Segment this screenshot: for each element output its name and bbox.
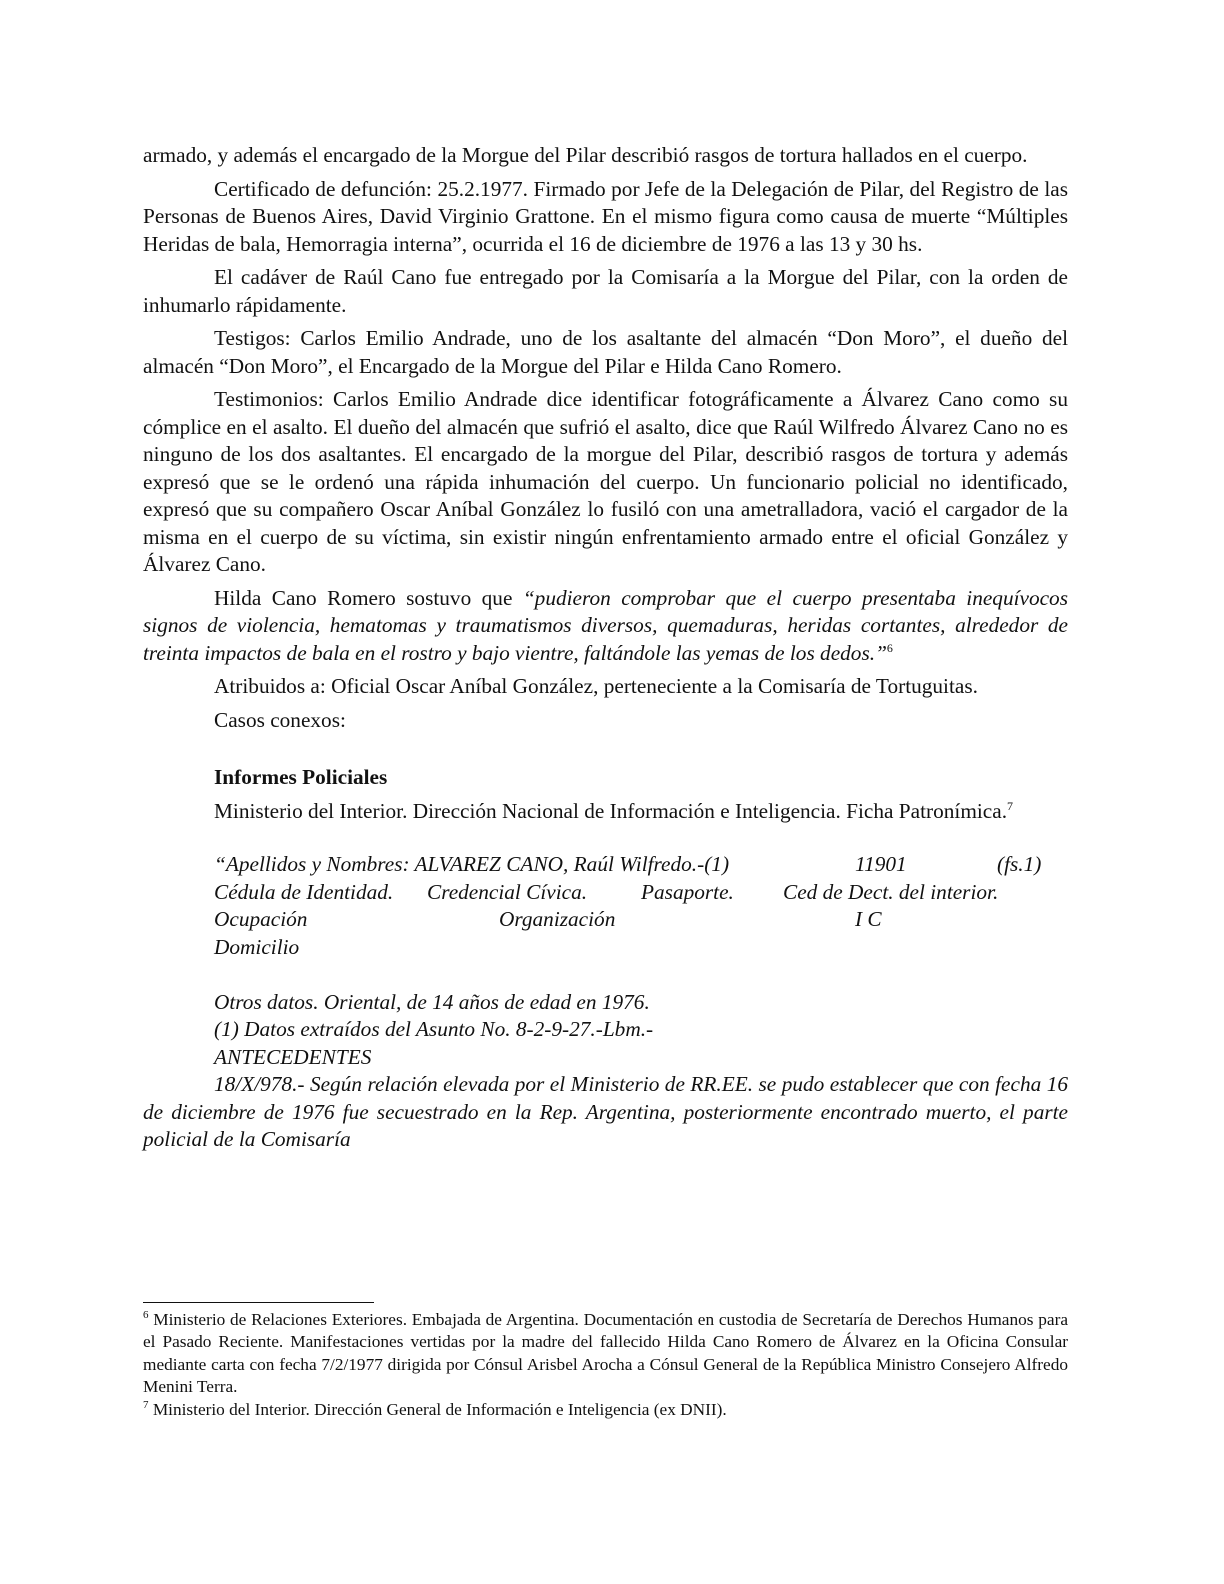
ficha-cedula: Cédula de Identidad. — [214, 879, 394, 904]
ficha-names: “Apellidos y Nombres: ALVAREZ CANO, Raúl Wilfredo.-(1) — [214, 852, 730, 876]
ficha-pasaporte: Pasaporte. — [641, 879, 734, 904]
paragraph-testimonies: Testimonios: Carlos Emilio Andrade dice identificar fotográficamente a Álvarez Cano como su cómplice en el asalto. El dueño del almacén que sufrió el asalto, dice que Raúl Wilfredo Álvarez Cano no es ninguno de los dos asaltantes. El encargado de la morgue del Pilar, describió rasgos de tortura y además expresó que se le ordenó una rápida inhumación del cuerpo. Un funcionario policial no identificado, expresó que su compañero Oscar Aníbal González lo fusiló con una ametralladora, vació el cargador de la misma en el cuerpo de su víctima, sin existir ningún enfrentamiento armado entre el oficial González y Álvarez Cano. — [143, 387, 1068, 576]
ficha-folio: (fs.1) — [997, 852, 1042, 876]
footnote-6-text: Ministerio de Relaciones Exteriores. Embajada de Argentina. Documentación en custodia de Secretaría de Derechos Humanos para el Pasado Reciente. Manifestaciones vertidas por la madre del fallecido Hilda Cano Romero de Álvarez en la Oficina Consular mediante carta con fecha 7/2/1977 dirigida por Cónsul Arisbel Arocha a Cónsul General de la República Ministro Consejero Alfredo Menini Terra. — [143, 1310, 1068, 1397]
section-heading: Informes Policiales — [214, 765, 388, 789]
paragraph-body-delivery: El cadáver de Raúl Cano fue entregado por la Comisaría a la Morgue del Pilar, con la orden de inhumarlo rápidamente. — [143, 265, 1068, 317]
ficha-organizacion: Organización — [499, 907, 616, 931]
footnote-ref-6[interactable]: 6 — [886, 640, 893, 655]
footnote-mark-7: 7 — [143, 1398, 149, 1411]
ficha-otros-datos: Otros datos. Oriental, de 14 años de edad en 1976. — [214, 989, 650, 1014]
paragraph-related-cases: Casos conexos: — [214, 707, 346, 732]
footnotes — [143, 1309, 1068, 1421]
ficha-intro-text: Ministerio del Interior. Dirección Nacional de Información e Inteligencia. Ficha Patronímica. — [214, 798, 1008, 823]
statement-lead: Hilda Cano Romero sostuvo que — [214, 585, 523, 610]
document-body — [143, 142, 1068, 1154]
ficha-nota: (1) Datos extraídos del Asunto No. 8-2-9-27.-Lbm.- — [214, 1017, 654, 1041]
ficha-antecedentes-title: ANTECEDENTES — [214, 1044, 372, 1069]
paragraph-witnesses: Testigos: Carlos Emilio Andrade, uno de los asaltante del almacén “Don Moro”, el dueño del almacén “Don Moro”, el Encargado de la Morgue del Pilar e Hilda Cano Romero. — [143, 326, 1068, 378]
footnote-7-text: Ministerio del Interior. Dirección General de Información e Inteligencia (ex DNII). — [148, 1399, 727, 1419]
footnote-ref-7[interactable]: 7 — [1007, 798, 1014, 813]
footnote-mark-6: 6 — [143, 1309, 149, 1322]
ficha-patronimica — [143, 851, 1068, 1071]
ficha-row-names — [214, 851, 1068, 879]
statement-quote: “pudieron comprobar que el cuerpo presentaba inequívocos signos de violencia, hematomas y traumatismos diversos, quemaduras, heridas cortantes, alrededor de treinta impactos de bala en el rostro y bajo vientre, faltándole las yemas de los dedos.” — [143, 585, 1068, 665]
ficha-row-documents — [214, 879, 1068, 907]
ficha-number: 11901 — [855, 852, 907, 876]
paragraph-attributed: Atribuidos a: Oficial Oscar Aníbal González, perteneciente a la Comisaría de Tortuguitas. — [214, 674, 978, 698]
paragraph-hilda-statement — [143, 585, 1068, 668]
ficha-antecedentes-text: 18/X/978.- Según relación elevada por el Ministerio de RR.EE. se pudo establecer que con fecha 16 de diciembre de 1976 fue secuestrado en la Rep. Argentina, posteriormente encontrado muerto, el parte policial de la Comisaría — [143, 1072, 1068, 1151]
paragraph-death-certificate: Certificado de defunción: 25.2.1977. Firmado por Jefe de la Delegación de Pilar, del Registro de las Personas de Buenos Aires, David Virginio Grattone. En el mismo figura como causa de muerte “Múltiples Heridas de bala, Hemorragia interna”, ocurrida el 16 de diciembre de 1976 a las 13 y 30 hs. — [143, 176, 1068, 256]
footnote-6 — [143, 1309, 1068, 1399]
paragraph-ficha-intro — [143, 798, 1068, 826]
ficha-ced-dect: Ced de Dect. del interior. — [783, 879, 999, 904]
ficha-credencial: Credencial Cívica. — [427, 879, 588, 904]
ficha-ic: I C — [855, 907, 882, 931]
footnote-separator — [143, 1302, 374, 1303]
paragraph-continuation: armado, y además el encargado de la Morgue del Pilar describió rasgos de tortura hallados en el cuerpo. — [143, 143, 1028, 167]
ficha-ocupacion: Ocupación — [214, 907, 308, 931]
footnote-7 — [143, 1399, 1068, 1421]
ficha-row-occupation — [214, 906, 1068, 934]
ficha-domicilio: Domicilio — [214, 934, 300, 959]
